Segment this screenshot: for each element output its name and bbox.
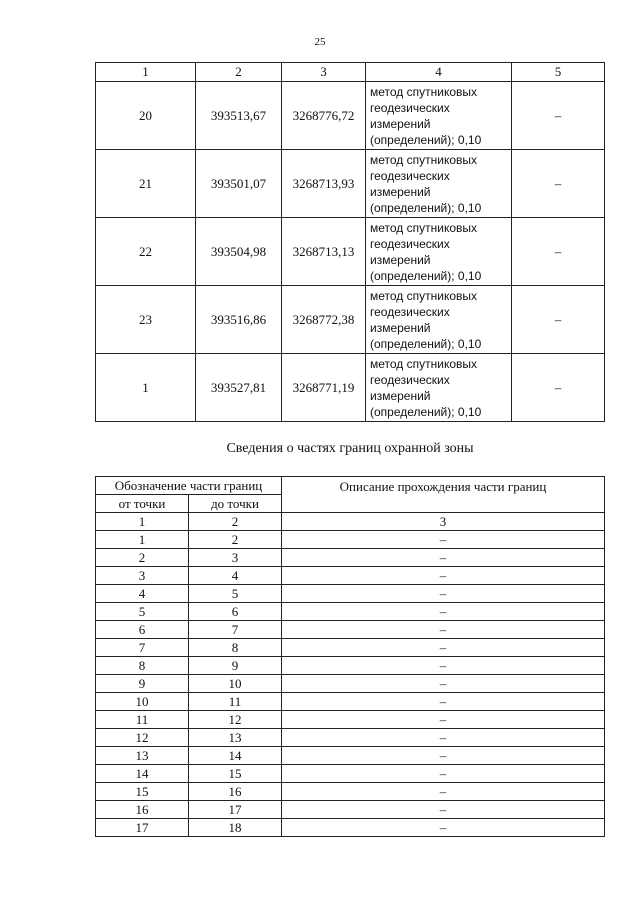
point-from: 7 [96, 639, 189, 657]
numbering-cell: 3 [282, 513, 605, 531]
table-row [96, 603, 605, 621]
point-number: 23 [96, 286, 196, 354]
point-to: 10 [189, 675, 282, 693]
description-cell: – [282, 675, 605, 693]
table-row [96, 585, 605, 603]
method-line: метод спутниковых [370, 356, 478, 371]
note-cell: – [512, 354, 605, 422]
coordinate-x: 393516,86 [196, 286, 282, 354]
method-line: измерений [370, 184, 431, 199]
coordinates-table [95, 62, 605, 422]
point-to: 17 [189, 801, 282, 819]
table-row [96, 783, 605, 801]
coordinate-x: 393504,98 [196, 218, 282, 286]
method-line: (определений); 0,10 [370, 200, 482, 215]
description-cell: – [282, 747, 605, 765]
table-row [96, 549, 605, 567]
numbering-cell: 1 [96, 513, 189, 531]
point-number: 22 [96, 218, 196, 286]
method-description [366, 82, 512, 150]
note-cell: – [512, 82, 605, 150]
point-from: 6 [96, 621, 189, 639]
description-cell: – [282, 819, 605, 837]
table-row [96, 150, 605, 218]
boundary-parts-table [95, 476, 605, 837]
method-line: геодезических [370, 100, 450, 115]
description-cell: – [282, 621, 605, 639]
method-line: метод спутниковых [370, 152, 478, 167]
point-number: 20 [96, 82, 196, 150]
header-group: Обозначение части границ [96, 477, 282, 495]
point-to: 4 [189, 567, 282, 585]
note-cell: – [512, 150, 605, 218]
table-row [96, 354, 605, 422]
point-to: 15 [189, 765, 282, 783]
table-row [96, 567, 605, 585]
method-description [366, 354, 512, 422]
table-row [96, 621, 605, 639]
point-to: 8 [189, 639, 282, 657]
description-cell: – [282, 567, 605, 585]
method-line: измерений [370, 252, 431, 267]
note-cell: – [512, 218, 605, 286]
description-cell: – [282, 783, 605, 801]
point-from: 12 [96, 729, 189, 747]
section-title: Сведения о частях границ охранной зоны [226, 441, 474, 456]
description-cell: – [282, 639, 605, 657]
table-row [96, 657, 605, 675]
numbering-cell: 2 [189, 513, 282, 531]
point-from: 3 [96, 567, 189, 585]
point-from: 9 [96, 675, 189, 693]
description-cell: – [282, 603, 605, 621]
description-cell: – [282, 693, 605, 711]
header-to: до точки [189, 495, 282, 513]
point-from: 11 [96, 711, 189, 729]
point-to: 13 [189, 729, 282, 747]
point-from: 2 [96, 549, 189, 567]
table-row [96, 693, 605, 711]
coordinate-x: 393501,07 [196, 150, 282, 218]
method-line: метод спутниковых [370, 288, 478, 303]
method-line: геодезических [370, 168, 450, 183]
point-from: 15 [96, 783, 189, 801]
method-line: измерений [370, 116, 431, 131]
description-cell: – [282, 801, 605, 819]
table-row [96, 286, 605, 354]
method-line: (определений); 0,10 [370, 404, 482, 419]
parts-header-row [96, 477, 605, 495]
point-to: 18 [189, 819, 282, 837]
point-from: 4 [96, 585, 189, 603]
description-cell: – [282, 729, 605, 747]
point-from: 5 [96, 603, 189, 621]
point-to: 9 [189, 657, 282, 675]
table-row [96, 675, 605, 693]
coordinate-y: 3268713,93 [282, 150, 366, 218]
method-line: измерений [370, 320, 431, 335]
table-row [96, 82, 605, 150]
coordinate-y: 3268713,13 [282, 218, 366, 286]
coordinate-y: 3268776,72 [282, 82, 366, 150]
method-line: геодезических [370, 304, 450, 319]
method-line: метод спутниковых [370, 220, 478, 235]
note-cell: – [512, 286, 605, 354]
table-row [96, 639, 605, 657]
table-row [96, 801, 605, 819]
point-from: 1 [96, 531, 189, 549]
method-description [366, 150, 512, 218]
column-number-header: 3 [282, 63, 366, 82]
method-line: геодезических [370, 372, 450, 387]
point-from: 17 [96, 819, 189, 837]
table-row [96, 711, 605, 729]
table-row [96, 765, 605, 783]
method-line: геодезических [370, 236, 450, 251]
method-line: (определений); 0,10 [370, 336, 482, 351]
description-cell: – [282, 531, 605, 549]
parts-numbering-row [96, 513, 605, 531]
table-row [96, 531, 605, 549]
description-cell: – [282, 765, 605, 783]
point-to: 2 [189, 531, 282, 549]
column-number-header: 2 [196, 63, 282, 82]
point-from: 13 [96, 747, 189, 765]
description-cell: – [282, 585, 605, 603]
point-from: 10 [96, 693, 189, 711]
method-line: (определений); 0,10 [370, 268, 482, 283]
method-description [366, 286, 512, 354]
table-row [96, 729, 605, 747]
table-row [96, 819, 605, 837]
method-line: метод спутниковых [370, 84, 478, 99]
point-number: 1 [96, 354, 196, 422]
method-line: измерений [370, 388, 431, 403]
point-number: 21 [96, 150, 196, 218]
point-from: 8 [96, 657, 189, 675]
point-to: 16 [189, 783, 282, 801]
coordinate-y: 3268772,38 [282, 286, 366, 354]
point-from: 14 [96, 765, 189, 783]
point-from: 16 [96, 801, 189, 819]
coordinate-x: 393527,81 [196, 354, 282, 422]
description-cell: – [282, 711, 605, 729]
page-number: 25 [314, 36, 326, 48]
point-to: 3 [189, 549, 282, 567]
coords-header-row [96, 63, 605, 82]
method-line: (определений); 0,10 [370, 132, 482, 147]
point-to: 14 [189, 747, 282, 765]
column-number-header: 1 [96, 63, 196, 82]
point-to: 7 [189, 621, 282, 639]
description-cell: – [282, 549, 605, 567]
point-to: 11 [189, 693, 282, 711]
point-to: 12 [189, 711, 282, 729]
point-to: 6 [189, 603, 282, 621]
column-number-header: 4 [366, 63, 512, 82]
column-number-header: 5 [512, 63, 605, 82]
coordinate-y: 3268771,19 [282, 354, 366, 422]
coordinate-x: 393513,67 [196, 82, 282, 150]
header-from: от точки [96, 495, 189, 513]
point-to: 5 [189, 585, 282, 603]
method-description [366, 218, 512, 286]
header-description: Описание прохождения части границ [282, 477, 605, 513]
description-cell: – [282, 657, 605, 675]
table-row [96, 218, 605, 286]
table-row [96, 747, 605, 765]
